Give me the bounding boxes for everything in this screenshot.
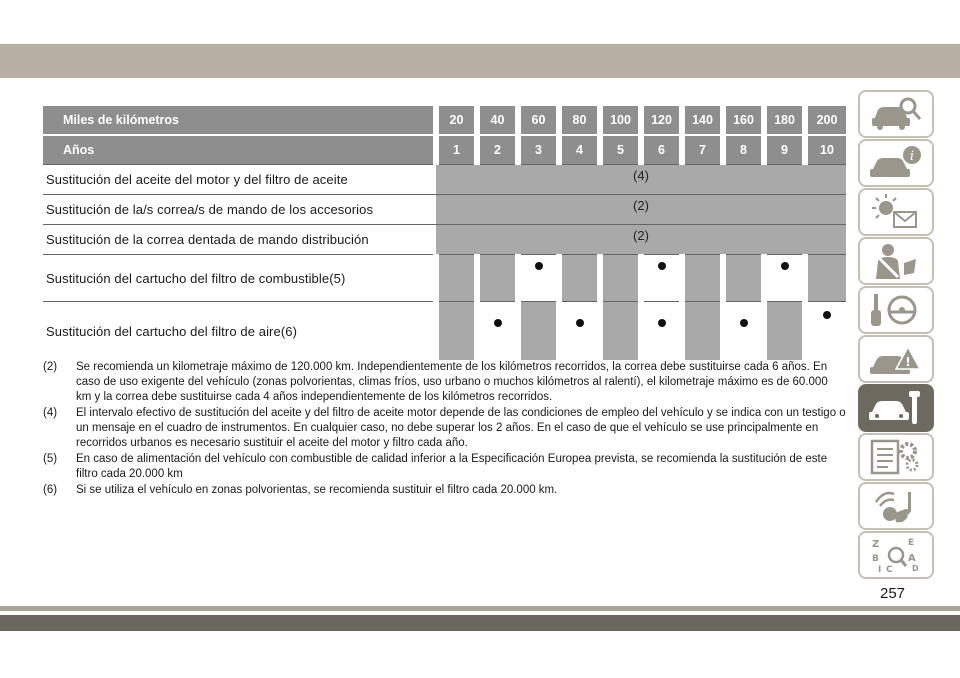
- bottom-band-dark: [0, 615, 960, 631]
- interval-note-ref: (2): [436, 225, 846, 255]
- svg-text:!: !: [905, 355, 911, 369]
- svg-text:A: A: [908, 553, 916, 564]
- km-header-cell: 40: [477, 106, 518, 135]
- footnote-ref: (2): [43, 361, 58, 373]
- interval-cell: [477, 255, 518, 302]
- chapter-tab-warning-lights[interactable]: [858, 188, 934, 236]
- interval-cell: [559, 255, 600, 302]
- svg-text:E: E: [908, 538, 915, 548]
- km-header-cell: 200: [805, 106, 846, 135]
- svg-text:i: i: [909, 149, 915, 164]
- top-band: [0, 44, 960, 78]
- service-label: Sustitución de la correa dentada de mando distribución: [43, 225, 436, 255]
- years-header-label: Años: [43, 135, 436, 165]
- service-dot-icon: [494, 319, 502, 327]
- svg-text:I: I: [878, 565, 882, 575]
- service-dot-icon: [740, 319, 748, 327]
- service-dot-icon: [781, 262, 789, 270]
- service-label: Sustitución del cartucho del filtro de aire(6): [43, 302, 436, 361]
- interval-cell: [436, 255, 477, 302]
- table-header-years: [43, 135, 846, 165]
- interval-cell: [641, 255, 682, 302]
- chapter-tab-starting-driving[interactable]: [858, 286, 934, 334]
- alphabetical-index-icon: [868, 535, 924, 575]
- chapter-tab-safety[interactable]: [858, 237, 934, 285]
- interval-cell: [600, 255, 641, 302]
- footnote: [43, 360, 846, 405]
- car-maintenance-icon: [868, 388, 924, 428]
- footnote-text: Si se utiliza el vehículo en zonas polvorientas, se recomienda sustituir el filtro cada 20.000 km.: [76, 484, 558, 496]
- interval-cell: [518, 255, 559, 302]
- year-header-cell: 1: [436, 135, 477, 165]
- year-header-cell: 7: [682, 135, 723, 165]
- table-row: [43, 302, 846, 361]
- chapter-tab-maintenance[interactable]: [858, 384, 934, 432]
- service-dot-icon: [576, 319, 584, 327]
- page-number: 257: [880, 585, 906, 602]
- svg-text:C: C: [886, 565, 893, 575]
- footnote-text: Se recomienda un kilometraje máximo de 120.000 km. Independientemente de los kilómetros recorridos, la correa debe sustituirse cada 6 años. En caso de uso exigente del vehículo (zonas polvorientas, climas fríos, uso urbano o muchos kilómetros al ralentí), el kilometraje máximo es de 60.000 km y la correa debe sustituirse cada 4 años independientemente de los kilómetros recorridos.: [76, 361, 828, 403]
- interval-note-ref: (2): [436, 195, 846, 225]
- interval-cell: [477, 302, 518, 361]
- interval-cell: [805, 302, 846, 361]
- footnotes: [43, 360, 846, 499]
- interval-cell: [723, 302, 764, 361]
- maintenance-schedule-table: [43, 106, 846, 360]
- car-emergency-icon: [868, 339, 924, 379]
- interval-note-ref: (4): [436, 165, 846, 195]
- year-header-cell: 9: [764, 135, 805, 165]
- year-header-cell: 2: [477, 135, 518, 165]
- car-search-icon: [868, 94, 924, 134]
- km-header-cell: 60: [518, 106, 559, 135]
- km-header-label: Miles de kilómetros: [43, 106, 436, 135]
- footnote-ref: (6): [43, 484, 58, 496]
- service-label: Sustitución del aceite del motor y del filtro de aceite: [43, 165, 436, 195]
- interval-cell: [682, 255, 723, 302]
- safety-airbag-icon: [868, 241, 924, 281]
- footnote: [43, 483, 846, 498]
- km-header-cell: 160: [723, 106, 764, 135]
- chapter-tab-multimedia[interactable]: [858, 482, 934, 530]
- km-header-cell: 180: [764, 106, 805, 135]
- year-header-cell: 6: [641, 135, 682, 165]
- interval-cell: [518, 302, 559, 361]
- chapter-tab-vehicle-info[interactable]: [858, 139, 934, 187]
- interval-cell: [436, 302, 477, 361]
- km-header-cell: 20: [436, 106, 477, 135]
- service-dot-icon: [658, 262, 666, 270]
- service-label: Sustitución del cartucho del filtro de combustible(5): [43, 255, 436, 302]
- service-dot-icon: [823, 311, 831, 319]
- bottom-band: [0, 606, 960, 611]
- year-header-cell: 3: [518, 135, 559, 165]
- table-row: [43, 225, 846, 255]
- year-header-cell: 5: [600, 135, 641, 165]
- warning-lights-icon: [868, 192, 924, 232]
- year-header-cell: 10: [805, 135, 846, 165]
- service-label: Sustitución de la/s correa/s de mando de los accesorios: [43, 195, 436, 225]
- interval-cell: [723, 255, 764, 302]
- svg-text:B: B: [872, 554, 879, 564]
- footnote-text: En caso de alimentación del vehículo con combustible de calidad inferior a la Especificación Europea prevista, se recomienda la sustitución de este filtro cada 20.000 km: [76, 453, 828, 480]
- km-header-cell: 80: [559, 106, 600, 135]
- table-row: [43, 165, 846, 195]
- chapter-tab-index[interactable]: [858, 531, 934, 579]
- svg-text:Z: Z: [872, 539, 880, 550]
- km-header-cell: 120: [641, 106, 682, 135]
- table-row: [43, 195, 846, 225]
- footnote: [43, 452, 846, 482]
- km-header-cell: 140: [682, 106, 723, 135]
- svg-text:D: D: [912, 564, 919, 573]
- service-dot-icon: [535, 262, 543, 270]
- year-header-cell: 4: [559, 135, 600, 165]
- interval-cell: [805, 255, 846, 302]
- car-info-icon: [868, 143, 924, 183]
- chapter-tab-technical-data[interactable]: [858, 433, 934, 481]
- table-row: [43, 255, 846, 302]
- interval-cell: [764, 255, 805, 302]
- km-header-cell: 100: [600, 106, 641, 135]
- table-header-km: [43, 106, 846, 135]
- footnote-ref: (5): [43, 453, 58, 465]
- interval-cell: [641, 302, 682, 361]
- interval-cell: [600, 302, 641, 361]
- chapter-tab-emergency[interactable]: [858, 335, 934, 383]
- chapter-tab-vehicle-overview[interactable]: [858, 90, 934, 138]
- technical-data-icon: [868, 437, 924, 477]
- multimedia-icon: [868, 486, 924, 526]
- footnote: [43, 406, 846, 451]
- footnote-ref: (4): [43, 407, 58, 419]
- interval-cell: [764, 302, 805, 361]
- year-header-cell: 8: [723, 135, 764, 165]
- key-steering-wheel-icon: [868, 290, 924, 330]
- interval-cell: [682, 302, 723, 361]
- footnote-text: El intervalo efectivo de sustitución del aceite y del filtro de aceite motor depende de las condiciones de empleo del vehículo y se indica con un testigo o un mensaje en el cuadro de instrumentos. En cualquier caso, no debe superar los 2 años. En el caso de que el vehículo se use principalmente en recorridos urbanos es necesario sustituir el aceite del motor y filtro cada año.: [76, 407, 846, 449]
- interval-cell: [559, 302, 600, 361]
- service-dot-icon: [658, 319, 666, 327]
